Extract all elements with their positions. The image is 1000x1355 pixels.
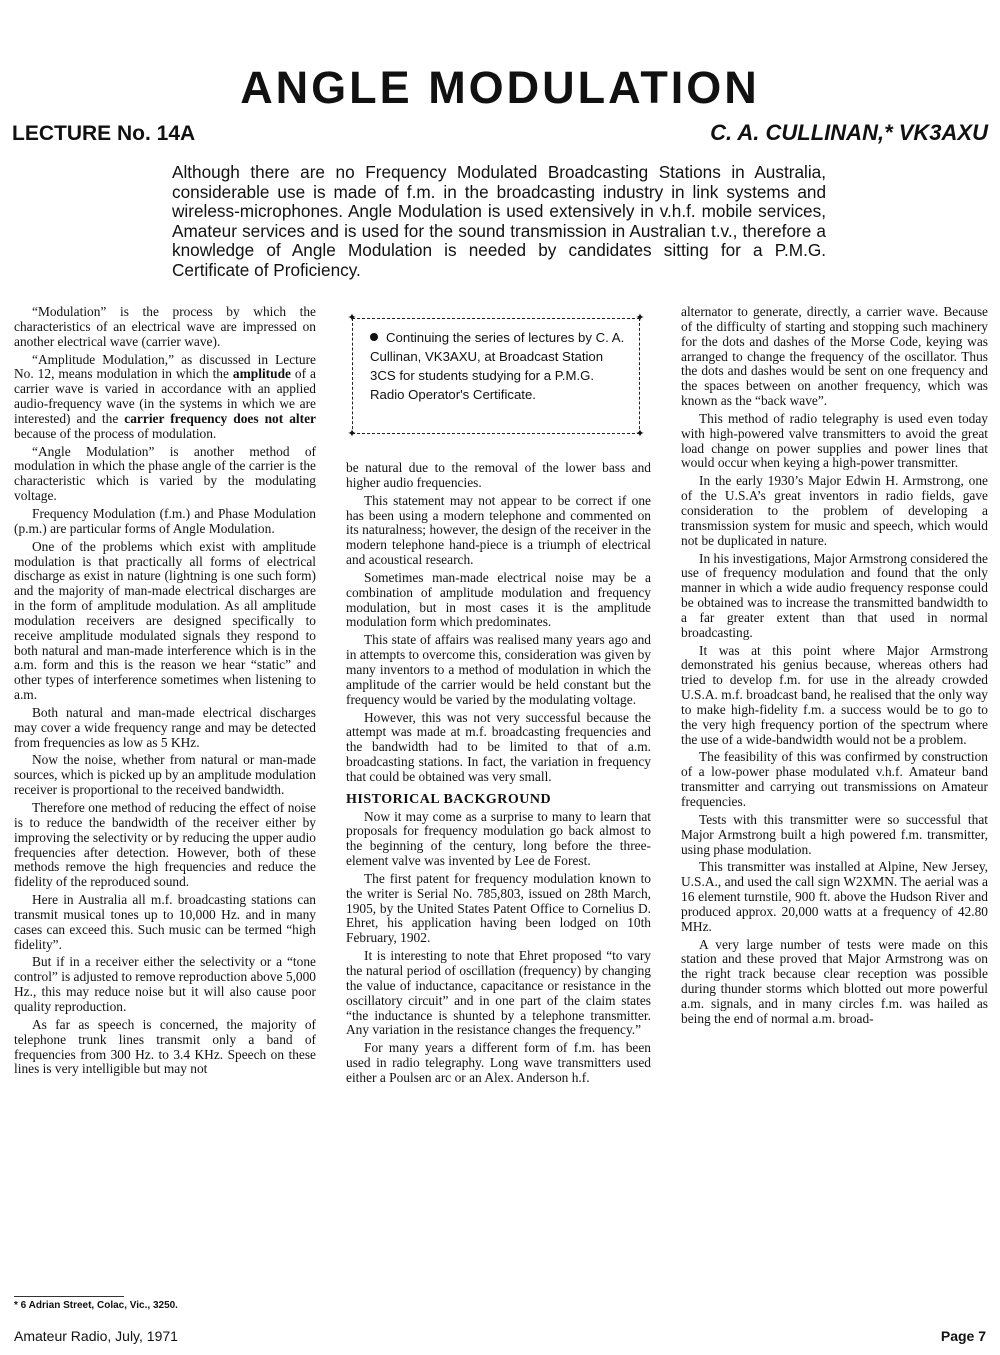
paragraph: One of the problems which exist with amplitude modulation is that practically all forms of electrical discharge as exist in nature (lightning is one such form) and the majority of man-made electrical discharges are in the form of amplitude modulation. As all amplitude modulation receivers are designed specifically to receive amplitude modulated signals they respond to both natural and man-made interference which is in the a.m. form and this is the reason we hear “static” and other types of interference sometimes when listening to a.m. (14, 538, 316, 703)
footnote: * 6 Adrian Street, Colac, Vic., 3250. (14, 1300, 178, 1311)
paragraph: This state of affairs was realised many years ago and in attempts to overcome this, consideration was given by many inventors to a method of modulation in which the amplitude of the carrier would be held constant but the frequency would be varied by the modulating voltage. (346, 632, 651, 707)
paragraph: This statement may not appear to be correct if one has been using a modern telephone and commented on its naturalness; however, the design of the receiver in the modern telephone hand-piece is a triumph of electrical and acoustical research. (346, 492, 651, 568)
paragraph: Therefore one method of reducing the effect of noise is to reduce the bandwidth of the receiver either by improving the selectivity or by reducing the upper audio frequencies after detection. However, both of these methods remove the high frequencies and reduce the fidelity of the reproduced sound. (14, 800, 316, 890)
paragraph: A very large number of tests were made on this station and these proved that Major Armstrong was on the right track because clear reception was possible during thunder storms which blotted out more powerful a.m. signals, and in many circles f.m. was hailed as being the end of normal a.m. broad- (681, 936, 988, 1026)
article-title: ANGLE MODULATION (240, 62, 760, 113)
paragraph: Now it may come as a surprise to many to learn that proposals for frequency modulation go back almost to the beginning of the century, long before the three-element valve was invented by Lee de Forest. (346, 808, 651, 869)
paragraph: It is interesting to note that Ehret proposed “to vary the natural period of oscillation (frequency) by changing the value of inductance, capacitance or resistance in the oscillatory circuit” and in one part of the claim states “the inductance is shunted by a telephone transmitter. Any variation in the resistance changes the frequency.” (346, 948, 651, 1038)
paragraph: “Modulation” is the process by which the characteristics of an electrical wave are impressed on another electrical wave (carrier wave). (14, 304, 316, 349)
paragraph: “Angle Modulation” is another method of modulation in which the phase angle of the carrier is the characteristic which is varied by the modulating voltage. (14, 443, 316, 504)
paragraph: As far as speech is concerned, the majority of telephone trunk lines transmit only a band of frequencies from 300 Hz. to 3.4 KHz. Speech on these lines is very intelligible but may not (14, 1016, 316, 1077)
bullet-icon (370, 333, 378, 341)
page-number: Page 7 (940, 1328, 986, 1344)
paragraph: For many years a different form of f.m. has been used in radio telegraphy. Long wave transmitters used either a Poulsen arc or an Alex. Anderson h.f. (346, 1040, 651, 1085)
paragraph: Now the noise, whether from natural or man-made sources, which is picked up by an amplitude modulation receiver is proportional to the received bandwidth. (14, 752, 316, 798)
author-byline: C. A. CULLINAN,* VK3AXU (710, 120, 988, 145)
corner-mark-icon: ✦ (635, 427, 645, 440)
paragraph: The feasibility of this was confirmed by construction of a low-power phase modulated v.h.f. Amateur band transmitter and carrying out transmissions on Amateur frequencies. (681, 749, 988, 809)
paragraph: It was at this point where Major Armstrong demonstrated his genius because, whereas others had tried to develop f.m. for use in the already crowded U.S.A. m.f. broadcast band, he realised that the only way to make high-fidelity f.m. a success would be to go to the very high frequency portion of the spectrum where the use of a wide-bandwidth would not be a problem. (681, 642, 988, 747)
paragraph: Frequency Modulation (f.m.) and Phase Modulation (p.m.) are particular forms of Angle Modulation. (14, 505, 316, 536)
series-note-text: Continuing the series of lectures by C. A. Cullinan, VK3AXU, at Broadcast Station 3CS for students studying for a P.M.G. Radio Operator's Certificate. (370, 330, 625, 402)
paragraph: In his investigations, Major Armstrong considered the use of frequency modulation and found that the only manner in which a wide audio frequency response could be obtained was to increase the transmitted bandwidth to a far greater extent than that used in normal broadcasting. (681, 550, 988, 640)
paragraph: In the early 1930’s Major Edwin H. Armstrong, one of the U.S.A’s great inventors in radio fields, gave consideration to the problem of developing a transmission system for music and speech, which would not be duplicated in nature. (681, 473, 988, 548)
intro-paragraph: Although there are no Frequency Modulated Broadcasting Stations in Australia, considerable use is made of f.m. in the broadcasting industry in link systems and wireless-microphones. Angle Modulation is used extensively in v.h.f. mobile services, Amateur services and is used for the sound transmission in Australian t.v., therefore a knowledge of Angle Modulation is needed by candidates sitting for a P.M.G. Certificate of Proficiency. (172, 162, 826, 280)
paragraph: However, this was not very successful because the attempt was made at m.f. broadcasting frequencies and the bandwidth had to be limited to that of a.m. broadcasting stations. In fact, the variation in frequency that could be obtained was very small. (346, 709, 651, 784)
column-2 (346, 461, 651, 1089)
paragraph: Both natural and man-made electrical discharges may cover a wide frequency range and may be detected from frequencies as low as 5 KHz. (14, 704, 316, 750)
corner-mark-icon: ✦ (347, 311, 357, 324)
corner-mark-icon: ✦ (635, 311, 645, 324)
paragraph: Here in Australia all m.f. broadcasting stations can transmit musical tones up to 10,000 Hz. and in many cases can exceed this. Such music can be termed “high fidelity”. (14, 892, 316, 952)
paragraph: This method of radio telegraphy is used even today with high-powered valve transmitters to avoid the great load change on power supplies and power lines that would occur when keying a high-power transmitter. (681, 410, 988, 471)
lecture-number: LECTURE No. 14A (12, 122, 196, 145)
paragraph: Tests with this transmitter were so successful that Major Armstrong built a high powered f.m. transmitter, using phase modulation. (681, 811, 988, 857)
footer-publication: Amateur Radio, July, 1971 (14, 1328, 178, 1344)
paragraph: Sometimes man-made electrical noise may be a combination of amplitude modulation and frequency modulation, but in most cases it is the amplitude modulation form which predominates. (346, 569, 651, 630)
paragraph: This transmitter was installed at Alpine, New Jersey, U.S.A., and used the call sign W2XMN. The aerial was a 16 element turnstile, 900 ft. above the Hudson River and produced approx. 20,000 watts at a frequency of 42.80 MHz. (681, 859, 988, 934)
footnote-rule (14, 1296, 124, 1297)
paragraph: The first patent for frequency modulation known to the writer is Serial No. 785,803, issued on 28th March, 1905, by the United States Patent Office to Cornelius D. Ehret, his application having been lodged on 10th February, 1902. (346, 870, 651, 946)
series-note-box (346, 312, 646, 440)
section-heading: HISTORICAL BACKGROUND (346, 791, 552, 807)
column-3 (681, 305, 988, 1030)
paragraph: “Amplitude Modulation,” as discussed in Lecture No. 12, means modulation in which the amplitude of a carrier wave is varied in accordance with an applied audio-frequency wave (in the systems in which we are interested) and the carrier frequency does not alter because of the process of modulation. (14, 351, 316, 441)
paragraph: alternator to generate, directly, a carrier wave. Because of the difficulty of starting and stopping such machinery for the dots and dashes of the Morse Code, keying was arranged to change the frequency of the oscillator. Thus the dots and dashes would be sent on one frequency and the spaces between on another frequency, which was known as the “back wave”. (681, 304, 988, 409)
paragraph: But if in a receiver either the selectivity or a “tone control” is adjusted to remove reproduction above 5,000 Hz., this may reduce noise but it will also cause poor quality reproduction. (14, 954, 316, 1014)
corner-mark-icon: ✦ (347, 427, 357, 440)
paragraph: be natural due to the removal of the lower bass and higher audio frequencies. (346, 460, 651, 490)
column-1 (14, 305, 316, 1080)
